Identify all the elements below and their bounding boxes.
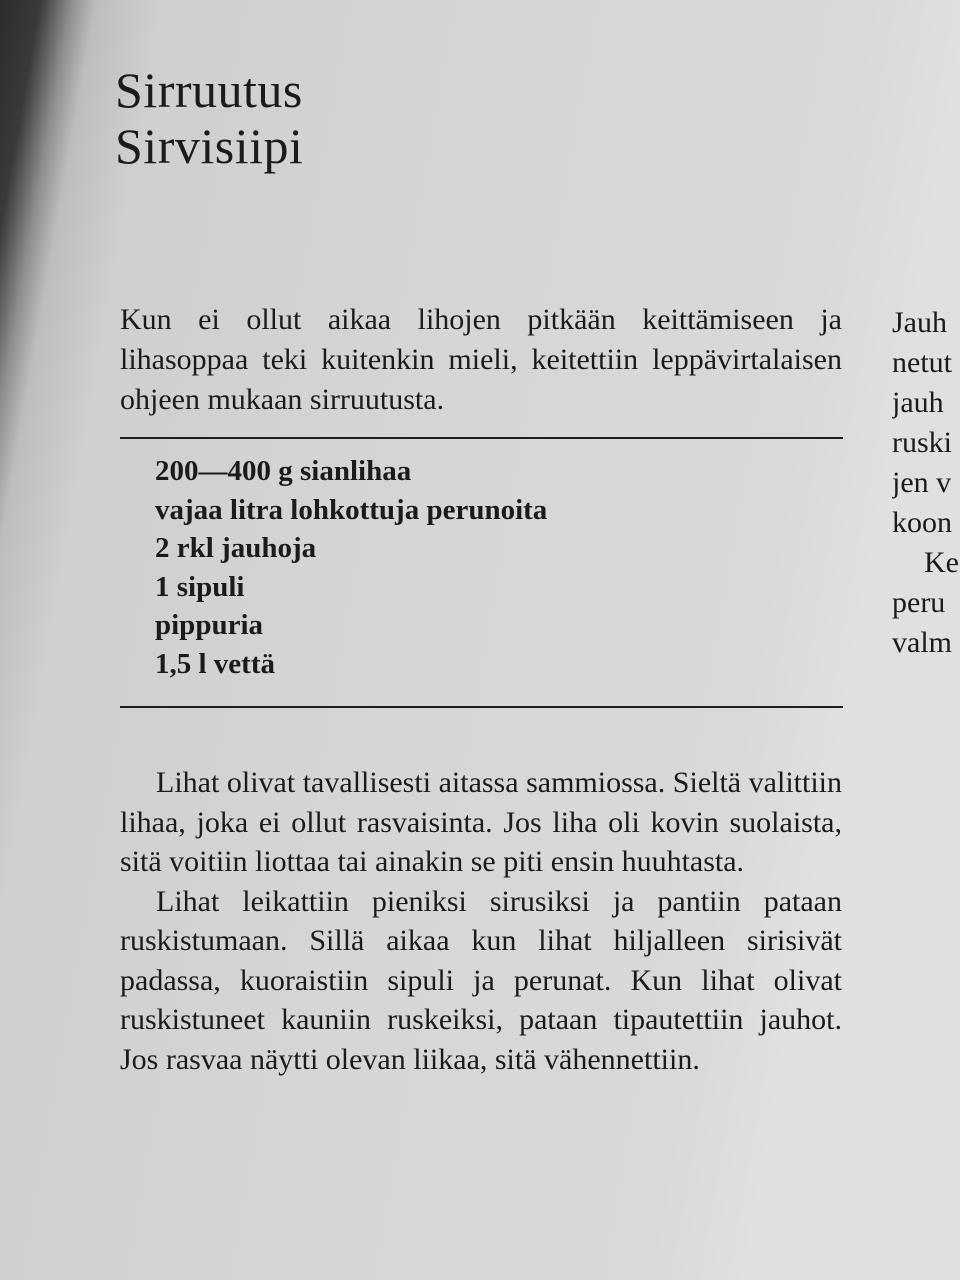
method-text [120, 763, 842, 1079]
recipe-title-line-1: Sirruutus [115, 62, 303, 118]
intro-paragraph: Kun ei ollut aikaa lihojen pitkään keittämiseen ja lihasoppaa teki kuitenkin mieli, keitettiin leppävirtalaisen ohjeen mukaan sirruutusta. [120, 303, 842, 416]
facing-line: peru [892, 586, 946, 619]
ingredient-item: pippuria [155, 609, 263, 641]
facing-line: jauh [892, 386, 944, 419]
ingredient-item: 1,5 l vettä [155, 647, 275, 680]
facing-line: Jauh [892, 306, 947, 339]
ingredient-item: 200—400 g sianlihaa [155, 455, 412, 487]
ingredient-item: 1 sipuli [155, 570, 245, 603]
method-paragraph-2: Lihat leikattiin pieniksi sirusiksi ja pantiin pataan ruskistumaan. Sillä aikaa kun lihat hiljalleen sirisivät padassa, kuoraistiin sipuli ja perunat. Kun lihat olivat ruskistuneet kauniin ruskeiksi, pataan tipautettiin jauhot. Jos rasvaa näytti olevan liikaa, sitä vähennettiin. [120, 884, 842, 1076]
recipe-title-line-2: Sirvisiipi [115, 118, 304, 174]
ingredient-item: vajaa litra lohkottuja perunoita [155, 493, 548, 526]
facing-line: Ke [924, 546, 959, 579]
facing-line: netut [892, 346, 952, 379]
facing-line: ruski [892, 426, 952, 459]
facing-line: jen v [892, 466, 952, 499]
facing-line: koon [892, 506, 952, 539]
method-paragraph-1: Lihat olivat tavallisesti aitassa sammiossa. Sieltä valittiin lihaa, joka ei ollut rasvaisinta. Jos liha oli kovin suolaista, sitä voitiin liottaa tai ainakin se piti ensin huuhtasta. [120, 766, 842, 878]
recipe-title [115, 62, 303, 174]
facing-column-fragment [892, 303, 960, 663]
facing-line: valm [892, 626, 952, 659]
ingredients-top-rule [120, 437, 843, 439]
ingredient-item: 2 rkl jauhoja [155, 532, 317, 564]
ingredients-list [155, 452, 547, 683]
ingredients-bottom-rule [120, 706, 843, 708]
